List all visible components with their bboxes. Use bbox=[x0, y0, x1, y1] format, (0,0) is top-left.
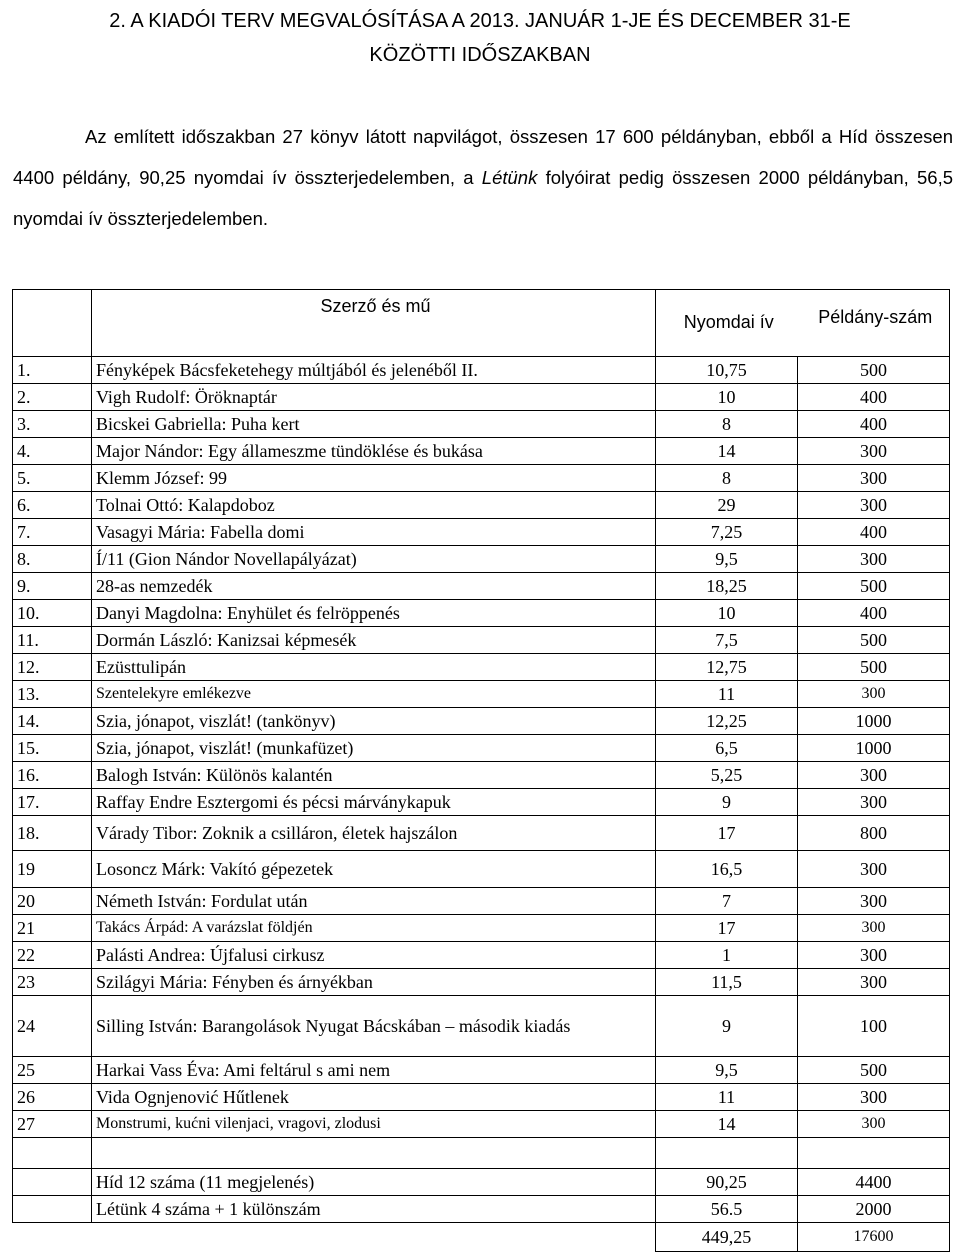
header-number-cell bbox=[13, 290, 92, 357]
row-title: Í/11 (Gion Nándor Novellapályázat) bbox=[92, 546, 656, 573]
row-sheets: 29 bbox=[656, 492, 798, 519]
row-sheets: 5,25 bbox=[656, 762, 798, 789]
row-title: Major Nándor: Egy állameszme tündöklése és bukása bbox=[92, 438, 656, 465]
row-sheets: 9,5 bbox=[656, 1057, 798, 1084]
row-copies: 500 bbox=[798, 627, 950, 654]
row-number: 24 bbox=[13, 996, 92, 1057]
row-sheets: 10 bbox=[656, 600, 798, 627]
row-sheets: 10 bbox=[656, 384, 798, 411]
row-number: 23 bbox=[13, 969, 92, 996]
row-copies: 300 bbox=[798, 1084, 950, 1111]
row-title: Vigh Rudolf: Öröknaptár bbox=[92, 384, 656, 411]
row-title: Balogh István: Különös kalantén bbox=[92, 762, 656, 789]
row-number: 13. bbox=[13, 681, 92, 708]
row-title: Szia, jónapot, viszlát! (munkafüzet) bbox=[92, 735, 656, 762]
table-row bbox=[13, 546, 950, 573]
row-number: 16. bbox=[13, 762, 92, 789]
total-empty-cell bbox=[92, 1223, 656, 1252]
table-row bbox=[13, 438, 950, 465]
row-number: 2. bbox=[13, 384, 92, 411]
row-number: 14. bbox=[13, 708, 92, 735]
row-title: Szia, jónapot, viszlát! (tankönyv) bbox=[92, 708, 656, 735]
table-row bbox=[13, 627, 950, 654]
journal-copies: 4400 bbox=[798, 1169, 950, 1196]
table-row bbox=[13, 411, 950, 438]
intro-text-part-1: Az említett időszakban 27 könyv látott napvilágot, összesen 17 600 példányban, ebből a Híd összesen 4400 példány, 90,25 nyomdai ív összterjedelemben, a bbox=[13, 126, 953, 188]
row-number: 11. bbox=[13, 627, 92, 654]
row-copies: 300 bbox=[798, 492, 950, 519]
row-copies: 300 bbox=[798, 969, 950, 996]
table-row bbox=[13, 996, 950, 1057]
table-row bbox=[13, 816, 950, 851]
header-copies: Példány-szám bbox=[818, 307, 933, 327]
row-copies: 500 bbox=[798, 654, 950, 681]
table-row bbox=[13, 735, 950, 762]
table-row bbox=[13, 1111, 950, 1138]
table-row bbox=[13, 942, 950, 969]
table-row bbox=[13, 969, 950, 996]
row-sheets: 14 bbox=[656, 438, 798, 465]
table-row bbox=[13, 915, 950, 942]
row-number: 8. bbox=[13, 546, 92, 573]
table-row bbox=[13, 465, 950, 492]
row-title: Dormán László: Kanizsai képmesék bbox=[92, 627, 656, 654]
spacer-cell bbox=[798, 1138, 950, 1169]
row-title: Németh István: Fordulat után bbox=[92, 888, 656, 915]
row-number: 10. bbox=[13, 600, 92, 627]
row-sheets: 11 bbox=[656, 1084, 798, 1111]
row-copies: 400 bbox=[798, 600, 950, 627]
publications-table-body bbox=[13, 290, 950, 1252]
row-copies: 800 bbox=[798, 816, 950, 851]
header-sheets-cell bbox=[656, 290, 798, 357]
row-sheets: 8 bbox=[656, 411, 798, 438]
row-sheets: 6,5 bbox=[656, 735, 798, 762]
table-row bbox=[13, 762, 950, 789]
row-title: Danyi Magdolna: Enyhület és felröppenés bbox=[92, 600, 656, 627]
row-copies: 1000 bbox=[798, 735, 950, 762]
row-number: 25 bbox=[13, 1057, 92, 1084]
row-title: Bicskei Gabriella: Puha kert bbox=[92, 411, 656, 438]
row-number: 4. bbox=[13, 438, 92, 465]
row-copies: 300 bbox=[798, 789, 950, 816]
row-title: Ezüsttulipán bbox=[92, 654, 656, 681]
journal-sheets: 90,25 bbox=[656, 1169, 798, 1196]
table-row bbox=[13, 1057, 950, 1084]
row-copies: 500 bbox=[798, 573, 950, 600]
table-row bbox=[13, 851, 950, 888]
header-author-cell bbox=[92, 290, 656, 357]
journal-name: Létünk bbox=[481, 167, 538, 188]
journal-row bbox=[13, 1169, 950, 1196]
journal-sheets: 56.5 bbox=[656, 1196, 798, 1223]
row-copies: 300 bbox=[798, 438, 950, 465]
row-sheets: 7 bbox=[656, 888, 798, 915]
table-header-row bbox=[13, 290, 950, 357]
row-number: 1. bbox=[13, 357, 92, 384]
row-sheets: 12,25 bbox=[656, 708, 798, 735]
row-sheets: 8 bbox=[656, 465, 798, 492]
row-number bbox=[13, 1196, 92, 1223]
row-copies: 300 bbox=[798, 465, 950, 492]
row-sheets: 9 bbox=[656, 789, 798, 816]
intro-text-part-2: folyóirat pedig összesen 2000 példányban, 56,5 nyomdai ív összterjedelemben. bbox=[13, 167, 954, 229]
row-number: 15. bbox=[13, 735, 92, 762]
row-sheets: 11 bbox=[656, 681, 798, 708]
row-title: Vasagyi Mária: Fabella domi bbox=[92, 519, 656, 546]
spacer-cell bbox=[13, 1138, 92, 1169]
table-row bbox=[13, 681, 950, 708]
row-number: 21 bbox=[13, 915, 92, 942]
row-title: Palásti Andrea: Újfalusi cirkusz bbox=[92, 942, 656, 969]
row-sheets: 17 bbox=[656, 915, 798, 942]
row-number: 19 bbox=[13, 851, 92, 888]
row-copies: 300 bbox=[798, 851, 950, 888]
total-sheets: 449,25 bbox=[656, 1223, 798, 1252]
table-row bbox=[13, 888, 950, 915]
row-sheets: 16,5 bbox=[656, 851, 798, 888]
table-row bbox=[13, 789, 950, 816]
row-copies: 300 bbox=[798, 888, 950, 915]
row-copies: 400 bbox=[798, 411, 950, 438]
publications-table bbox=[12, 289, 950, 1252]
row-sheets: 11,5 bbox=[656, 969, 798, 996]
table-row bbox=[13, 1084, 950, 1111]
table-row bbox=[13, 573, 950, 600]
row-number: 18. bbox=[13, 816, 92, 851]
row-title: Harkai Vass Éva: Ami feltárul s ami nem bbox=[92, 1057, 656, 1084]
row-title: Monstrumi, kućni vilenjaci, vragovi, zlodusi bbox=[92, 1111, 656, 1138]
row-copies: 500 bbox=[798, 1057, 950, 1084]
row-title: Szilágyi Mária: Fényben és árnyékban bbox=[92, 969, 656, 996]
row-title: Losoncz Márk: Vakító gépezetek bbox=[92, 851, 656, 888]
row-number: 9. bbox=[13, 573, 92, 600]
total-row bbox=[13, 1223, 950, 1252]
row-title: 28-as nemzedék bbox=[92, 573, 656, 600]
row-sheets: 10,75 bbox=[656, 357, 798, 384]
total-empty-cell bbox=[13, 1223, 92, 1252]
row-number bbox=[13, 1169, 92, 1196]
row-copies: 300 bbox=[798, 915, 950, 942]
row-number: 20 bbox=[13, 888, 92, 915]
row-copies: 300 bbox=[798, 546, 950, 573]
row-title: Takács Árpád: A varázslat földjén bbox=[92, 915, 656, 942]
row-copies: 400 bbox=[798, 384, 950, 411]
row-copies: 1000 bbox=[798, 708, 950, 735]
journal-title: Híd 12 száma (11 megjelenés) bbox=[92, 1169, 656, 1196]
table-row bbox=[13, 654, 950, 681]
row-sheets: 7,25 bbox=[656, 519, 798, 546]
row-sheets: 14 bbox=[656, 1111, 798, 1138]
row-title: Vida Ognjenović Hűtlenek bbox=[92, 1084, 656, 1111]
journal-copies: 2000 bbox=[798, 1196, 950, 1223]
row-copies: 400 bbox=[798, 519, 950, 546]
table-row bbox=[13, 384, 950, 411]
table-row bbox=[13, 708, 950, 735]
table-row bbox=[13, 519, 950, 546]
header-copies-cell bbox=[798, 290, 950, 357]
header-author: Szerző és mű bbox=[320, 296, 431, 316]
row-number: 26 bbox=[13, 1084, 92, 1111]
row-number: 5. bbox=[13, 465, 92, 492]
journal-title: Létünk 4 száma + 1 különszám bbox=[92, 1196, 656, 1223]
section-heading-line-2: KÖZÖTTI IDŐSZAKBAN bbox=[369, 44, 591, 66]
journal-row bbox=[13, 1196, 950, 1223]
row-title: Szentelekyre emlékezve bbox=[92, 681, 656, 708]
row-title: Tolnai Ottó: Kalapdoboz bbox=[92, 492, 656, 519]
spacer-cell bbox=[656, 1138, 798, 1169]
row-copies: 300 bbox=[798, 1111, 950, 1138]
row-number: 17. bbox=[13, 789, 92, 816]
row-title: Fényképek Bácsfeketehegy múltjából és jelenéből II. bbox=[92, 357, 656, 384]
row-copies: 300 bbox=[798, 942, 950, 969]
row-number: 6. bbox=[13, 492, 92, 519]
row-title: Silling István: Barangolások Nyugat Bácskában – második kiadás bbox=[92, 996, 656, 1057]
row-number: 3. bbox=[13, 411, 92, 438]
table-row bbox=[13, 600, 950, 627]
row-title: Raffay Endre Esztergomi és pécsi márványkapuk bbox=[92, 789, 656, 816]
table-row bbox=[13, 492, 950, 519]
row-sheets: 7,5 bbox=[656, 627, 798, 654]
row-copies: 100 bbox=[798, 996, 950, 1057]
row-number: 22 bbox=[13, 942, 92, 969]
row-sheets: 17 bbox=[656, 816, 798, 851]
row-title: Várady Tibor: Zoknik a csilláron, életek hajszálon bbox=[92, 816, 656, 851]
row-copies: 500 bbox=[798, 357, 950, 384]
row-number: 27 bbox=[13, 1111, 92, 1138]
header-sheets: Nyomdai ív bbox=[683, 312, 774, 332]
row-sheets: 12,75 bbox=[656, 654, 798, 681]
table-row bbox=[13, 357, 950, 384]
section-heading-line-1: 2. A KIADÓI TERV MEGVALÓSÍTÁSA A 2013. JANUÁR 1-JE ÉS DECEMBER 31-E bbox=[109, 10, 851, 32]
spacer-cell bbox=[92, 1138, 656, 1169]
row-copies: 300 bbox=[798, 762, 950, 789]
row-number: 12. bbox=[13, 654, 92, 681]
row-sheets: 18,25 bbox=[656, 573, 798, 600]
row-title: Klemm József: 99 bbox=[92, 465, 656, 492]
table-spacer-row bbox=[13, 1138, 950, 1169]
row-copies: 300 bbox=[798, 681, 950, 708]
total-copies: 17600 bbox=[798, 1223, 950, 1252]
row-sheets: 1 bbox=[656, 942, 798, 969]
row-sheets: 9,5 bbox=[656, 546, 798, 573]
intro-paragraph bbox=[13, 116, 953, 239]
row-number: 7. bbox=[13, 519, 92, 546]
row-sheets: 9 bbox=[656, 996, 798, 1057]
